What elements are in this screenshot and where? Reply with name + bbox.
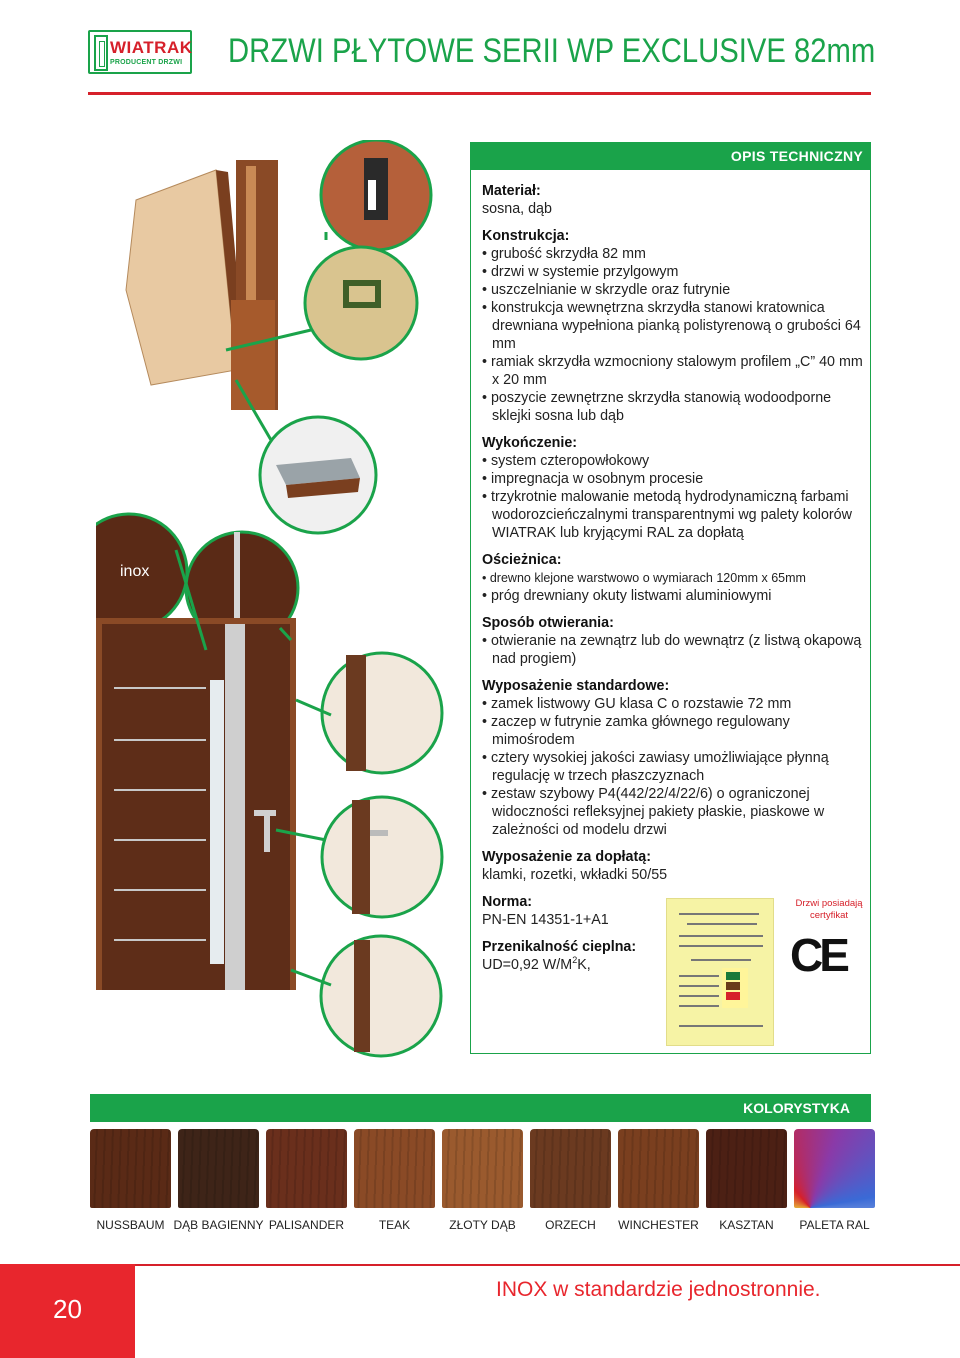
spec-section (482, 182, 867, 218)
color-swatch-label: WINCHESTER (618, 1218, 699, 1232)
thermal-heading: Przenikalność cieplna: (482, 939, 637, 955)
color-swatch (706, 1129, 787, 1208)
color-swatch (354, 1129, 435, 1208)
spec-heading: Norma: (482, 894, 533, 910)
color-swatch (618, 1129, 699, 1208)
glass-panel (210, 680, 224, 964)
detail-circle-hinge-bottom (321, 936, 441, 1056)
color-swatch (178, 1129, 259, 1208)
thermal-unit-suffix: K, (577, 957, 591, 973)
color-swatch-label: KASZTAN (719, 1218, 774, 1232)
colors-header-label: KOLORYSTYKA (743, 1100, 850, 1116)
certificate-chart-graphic (722, 968, 748, 1008)
spec-item: • otwieranie na zewnątrz lub do wewnątrz (z listwą okapową nad progiem) (482, 633, 862, 667)
spec-item: • uszczelnianie w skrzydle oraz futrynie (482, 282, 731, 298)
color-swatch-label: DĄB BAGIENNY (173, 1218, 264, 1232)
spec-item: • impregnacja w osobnym procesie (482, 471, 704, 487)
color-swatch (442, 1129, 523, 1208)
spec-item: • trzykrotnie malowanie metodą hydrodynamiczną farbami wodorozcieńczalnymi transparentnymi wg palety kolorów WIATRAK lub kryjącymi RAL za dopłatą (482, 489, 852, 541)
color-swatch-label: PALISANDER (268, 1218, 345, 1232)
header-divider (88, 92, 871, 95)
page-number: 20 (53, 1294, 82, 1324)
spec-heading: Materiał: (482, 183, 541, 199)
footer-note: INOX w standardzie jednostronnie. (496, 1278, 821, 1301)
spec-value: klamki, rozetki, wkładki 50/55 (482, 867, 668, 883)
detail-circle-threshold (260, 417, 376, 533)
spec-heading: Sposób otwierania: (482, 615, 614, 631)
spec-item: • ramiak skrzydła wzmocniony stalowym profilem „C” 40 mm x 20 mm (482, 354, 863, 388)
spec-value: PN-EN 14351-1+A1 (482, 912, 609, 928)
inox-label: inox (120, 563, 150, 580)
spec-item: • system czteropowłokowy (482, 453, 650, 469)
thermal-value-main: UD=0,92 W/M (482, 957, 573, 973)
spec-item: • zaczep w futrynie zamka głównego regulowany mimośrodem (482, 714, 790, 748)
detail-circle-lock-side (322, 653, 442, 773)
thermal-unit-sup: 2 (572, 955, 578, 966)
spec-heading: Wykończenie: (482, 435, 578, 451)
spec-heading: Wyposażenie za dopłatą: (482, 849, 651, 865)
spec-value: sosna, dąb (482, 201, 552, 217)
frame-profile-bottom (231, 300, 275, 410)
color-swatch-label: TEAK (378, 1218, 411, 1232)
door-illustration (96, 140, 458, 1060)
spec-item: • konstrukcja wewnętrzna skrzydła stanowi kratownica drewniana wypełniona pianką polistyrenową o grubości 64 mm (482, 300, 861, 352)
color-swatch-label: ZŁOTY DĄB (449, 1218, 516, 1232)
detail-circle-structure (305, 247, 417, 359)
page-title: DRZWI PŁYTOWE SERII WP EXCLUSIVE 82mm (228, 32, 876, 70)
door-icon (94, 35, 108, 71)
color-swatch-label: ORZECH (545, 1218, 596, 1232)
spec-item: • drzwi w systemie przylgowym (482, 264, 679, 280)
brand-name: WIATRAK (110, 38, 193, 57)
spec-item: • próg drewniany okuty listwami aluminiowymi (482, 588, 772, 604)
door-leaf (102, 624, 290, 990)
spec-section (482, 434, 867, 542)
detail-circle-hinge (321, 140, 431, 250)
spec-section (482, 551, 867, 605)
color-swatch (90, 1129, 171, 1208)
spec-item: • poszycie zewnętrzne skrzydła stanowią wodoodporne sklejki sosna lub dąb (482, 390, 832, 424)
spec-item: • drewno klejone warstwowo o wymiarach 120mm x 65mm (482, 571, 806, 585)
spec-section (482, 677, 867, 839)
color-swatch (530, 1129, 611, 1208)
spec-item: • zestaw szybowy P4(442/22/4/22/6) o ograniczonej widoczności refleksyjnej pakiety płaskie, piaskowe w zależności od modelu drzwi (482, 786, 825, 838)
spec-heading: Ościeżnica: (482, 552, 562, 568)
tech-header-label: OPIS TECHNICZNY (730, 148, 863, 164)
color-swatch (266, 1129, 347, 1208)
certificate-note: Drzwi posiadają certyfikat (795, 898, 863, 921)
detail-circle-lock (322, 797, 442, 917)
spec-item: • grubość skrzydła 82 mm (482, 246, 646, 262)
brand-tagline: PRODUCENT DRZWI (110, 59, 183, 66)
spec-section (482, 848, 867, 884)
spec-section (482, 227, 867, 425)
spec-item: • zamek listwowy GU klasa C o rozstawie 72 mm (482, 696, 792, 712)
color-swatch-label: NUSSBAUM (96, 1218, 165, 1232)
ce-mark-icon: CE (790, 929, 846, 981)
spec-section (482, 614, 867, 668)
color-swatch-label: PALETA RAL (799, 1218, 870, 1232)
color-swatch (794, 1129, 875, 1208)
spec-heading: Wyposażenie standardowe: (482, 678, 670, 694)
spec-item: • cztery wysokiej jakości zawiasy umożliwiające płynną regulację w trzech płaszczyznach (482, 750, 829, 784)
footer-divider (135, 1264, 960, 1266)
certificate-thumbnail (666, 898, 774, 1046)
spec-list (482, 182, 867, 983)
spec-heading: Konstrukcja: (482, 228, 570, 244)
inox-strip (225, 624, 245, 990)
